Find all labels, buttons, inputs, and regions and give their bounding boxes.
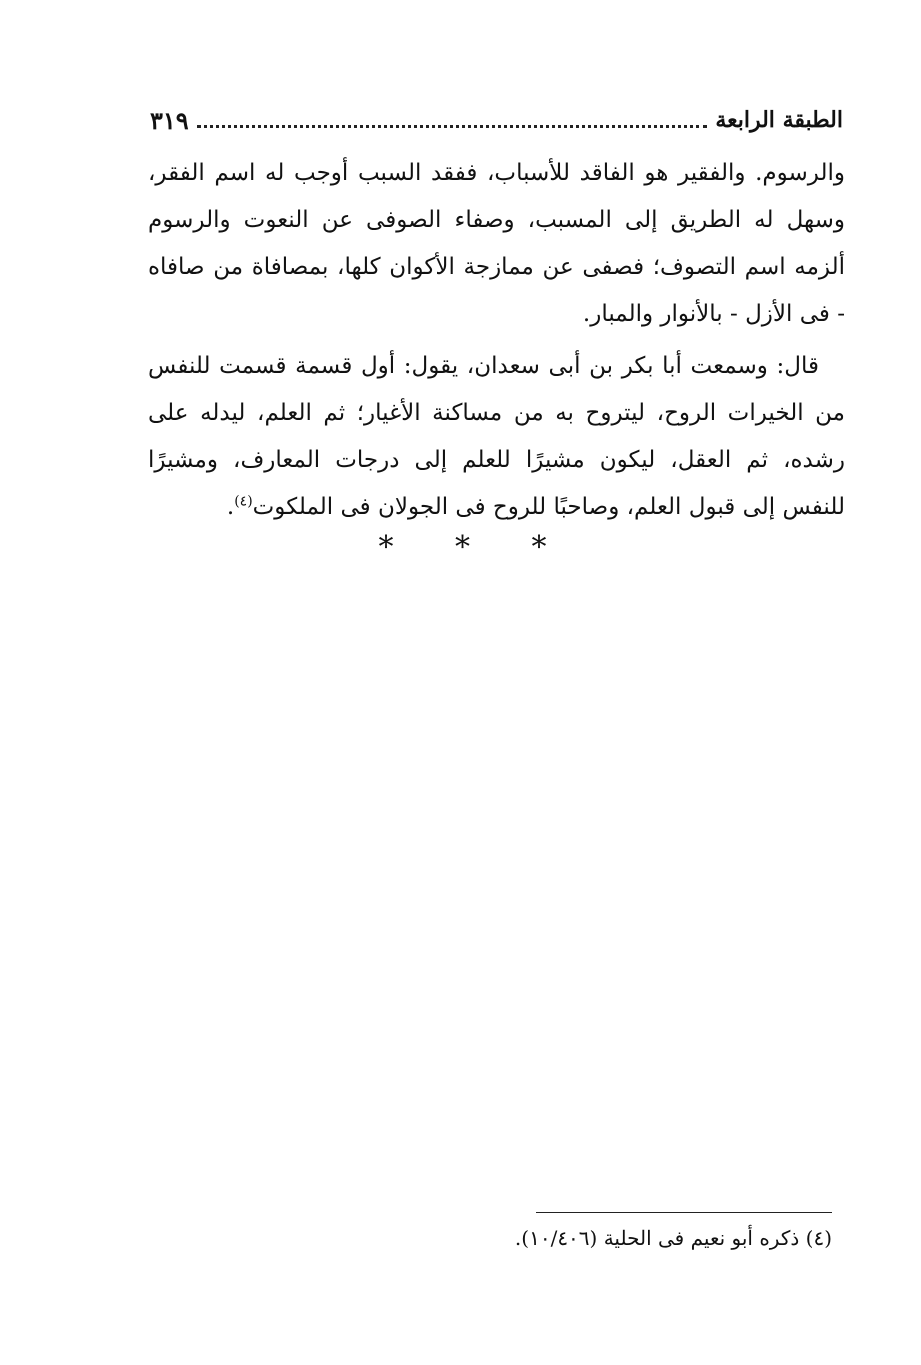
page-number: ٣١٩ (150, 105, 189, 135)
paragraph-1: والرسوم. والفقير هو الفاقد للأسباب، ففقد السبب أوجب له اسم الفقر، وسهل له الطريق إلى المسبب، وصفاء الصوفى عن النعوت والرسوم ألزمه اسم التصوف؛ فصفى عن ممازجة الأكوان كلها، بمصافاة من صافاه - فى الأزل - بالأنوار والمبار. (148, 160, 846, 327)
footnote-divider (536, 1212, 832, 1213)
section-separator: * * * (378, 530, 573, 565)
running-header (150, 100, 843, 140)
paragraph-2-text: قال: وسمعت أبا بكر بن أبى سعدان، يقول: أول قسمة قسمت للنفس من الخيرات الروح، ليتروح به من مساكنة الأغيار؛ ثم العلم، ليدله على رشده، ثم العقل، ليكون مشيرًا للعلم إلى درجات المعارف، ومشيرًا للنفس إلى قبول العلم، وصاحبًا للروح فى الجولان فى الملكوت (148, 353, 845, 520)
header-dot-leader (197, 125, 708, 128)
footnote: (٤) ذكره أبو نعيم فى الحلية (١٠/٤٠٦). (514, 1226, 832, 1250)
paragraph-2 (148, 343, 845, 531)
footnote-reference: (٤) (234, 493, 253, 510)
paragraph-2-end: . (226, 494, 235, 520)
chapter-title: الطبقة الرابعة (715, 107, 843, 133)
